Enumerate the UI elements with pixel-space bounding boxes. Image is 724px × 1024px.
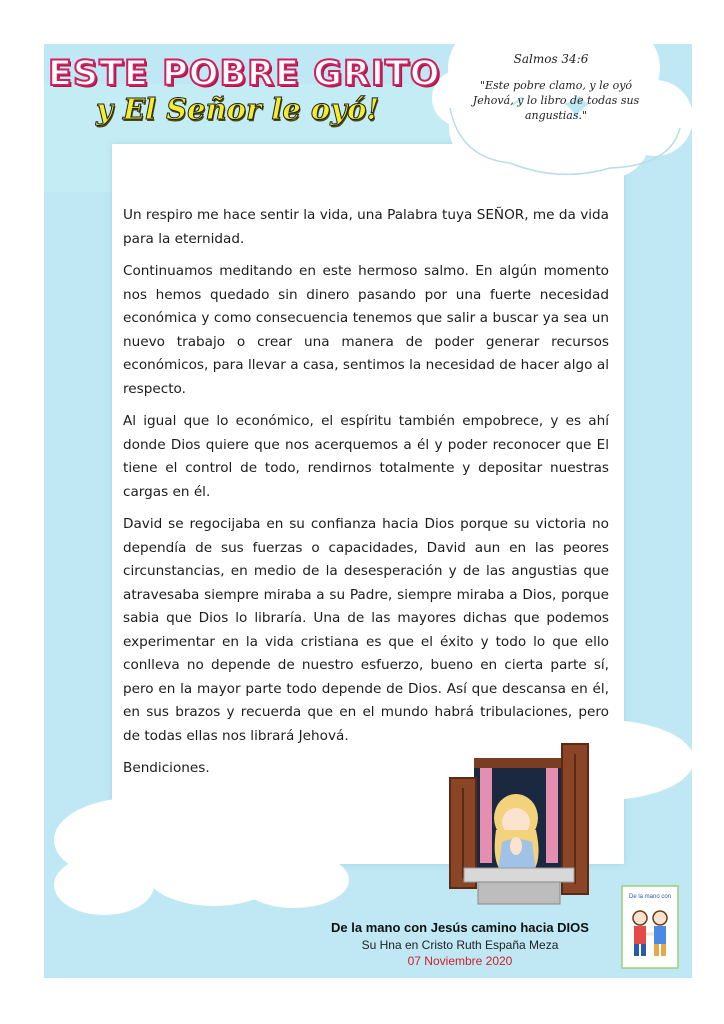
article-body [123, 204, 609, 790]
window-girl-praying-illustration [444, 738, 594, 918]
footer-author: Su Hna en Cristo Ruth España Meza [361, 938, 559, 952]
footer-title: De la mano con Jesús camino hacia DIOS [331, 920, 589, 935]
footer-date: 07 Noviembre 2020 [407, 954, 513, 968]
article-paragraph: Al igual que lo económico, el espíritu también empobrece, y es ahí donde Dios quiere que nos acerquemos a él y poder reconocer que El tiene el control de todo, rendirnos totalmente y depositar nuestras cargas en él. [123, 413, 609, 500]
title-line2: y El Señor le oyó! [96, 92, 380, 126]
title-line1: ESTE POBRE GRITO [48, 54, 441, 94]
article-closing: Bendiciones. [123, 760, 210, 776]
article-paragraph: Continuamos meditando en este hermoso salmo. En algún momento nos hemos quedado sin dinero pasando por una fuerte necesidad económica y como consecuencia tenemos que salir a buscar ya sea un nuevo trabajo o crear una manera de poder generar recursos económicos, para llevar a casa, sentimos la necesidad de hacer algo al respecto. [123, 263, 609, 397]
article-paragraph: Un respiro me hace sentir la vida, una Palabra tuya SEÑOR, me da vida para la eternidad. [123, 207, 609, 247]
verse-text: "Este pobre clamo, y le oyó Jehová, y lo libro de todas sus angustias." [472, 79, 640, 122]
verse-reference: Salmos 34:6 [513, 52, 589, 66]
article-paragraph: David se regocijaba en su confianza hacia Dios porque su victoria no dependía de sus fuerzas o capacidades, David aun en las peores circunstancias, en medio de la desesperación y de las angustias que atravesaba siempre miraba a su Padre, siempre miraba a Dios, porque sabia que Dios lo libraría. Una de las mayores dichas que podemos experimentar en la vida cristiana es que el éxito y todo lo que ello conlleva no depende de nuestro esfuerzo, bueno en cierta parte sí, pero en la mayor parte todo depende de Dios. Así que descansa en él, en sus brazos y recuerda que en el mundo habrá tribulaciones, pero de todas ellas nos librará Jehová. [123, 516, 609, 744]
logo-text: De la mano con [628, 894, 672, 900]
kids-logo-icon [620, 884, 680, 970]
